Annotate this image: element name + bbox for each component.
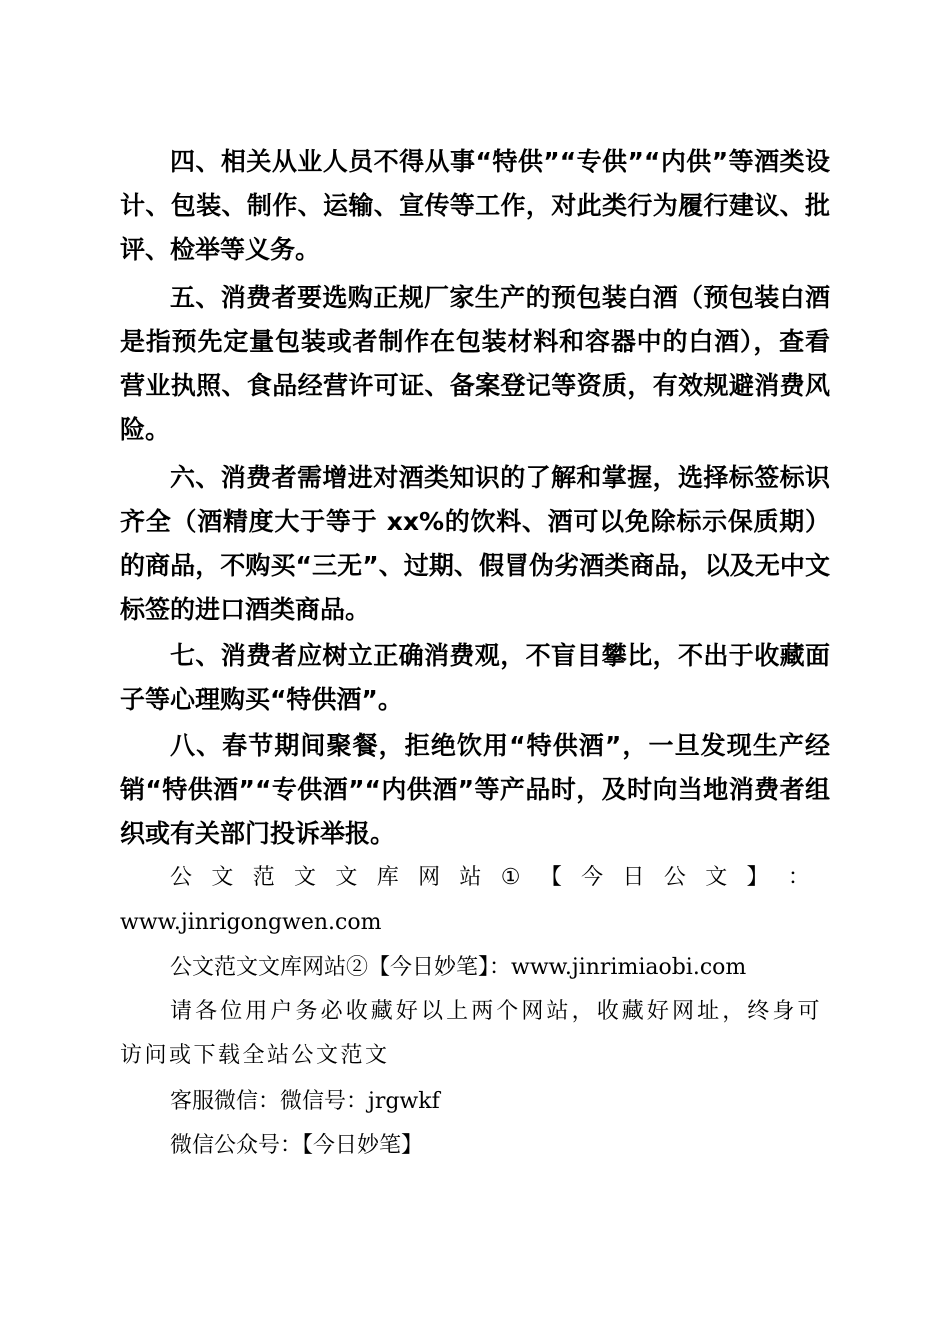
website-1-url[interactable]: www.jinrigongwen.com [120,910,382,935]
paragraph-item-5: 五、消费者要选购正规厂家生产的预包装白酒（预包装白酒是指预先定量包装或者制作在包装材料和容器中的白酒），查看营业执照、食品经营许可证、备案登记等资质，有效规避消费风险。 [120,283,830,444]
paragraph-item-7: 七、消费者应树立正确消费观，不盲目攀比，不出于收藏面子等心理购买“特供酒”。 [120,641,830,714]
website-1-char: ① [500,865,521,890]
website-1-char: ： [787,865,810,890]
website-1-char: 公 [663,865,686,890]
website-1-char: 文 [705,865,728,890]
website-1-char: 】 [746,865,769,890]
website-1-char: 网 [418,865,441,890]
website-1-char: 站 [459,865,482,890]
website-1-char: 文 [211,865,234,890]
customer-service-wechat: 客服微信：微信号：jrgwkf [170,1089,440,1114]
website-2-line[interactable]: 公文范文文库网站②【今日妙笔】：www.jinrimiaobi.com [170,955,747,980]
website-1-char: 文 [335,865,358,890]
website-1-char: 公 [170,865,193,890]
website-1-char: 日 [622,865,645,890]
paragraph-item-8: 八、春节期间聚餐，拒绝饮用“特供酒”，一旦发现生产经销“特供酒”“专供酒”“内供酒”等产品时，及时向当地消费者组织或有关部门投诉举报。 [120,731,830,848]
website-1-char: 文 [294,865,317,890]
website-1-char: 【 [539,865,562,890]
website-1-label [170,863,810,893]
wechat-public-account: 微信公众号：【今日妙笔】 [170,1133,424,1158]
website-1-char: 库 [376,865,399,890]
paragraph-item-6: 六、消费者需增进对酒类知识的了解和掌握，选择标签标识齐全（酒精度大于等于 xx%的饮料、酒可以免除标示保质期）的商品，不购买“三无”、过期、假冒伪劣酒类商品，以及无中文标签的进口酒类商品。 [120,463,830,624]
website-1-char: 今 [581,865,604,890]
paragraph-item-4: 四、相关从业人员不得从事“特供”“专供”“内供”等酒类设计、包装、制作、运输、宣传等工作，对此类行为履行建议、批评、检举等义务。 [120,147,830,264]
website-1-char: 范 [252,865,275,890]
bookmark-notice: 请各位用户务必收藏好以上两个网站，收藏好网址，终身可访问或下载全站公文范文 [120,999,822,1068]
